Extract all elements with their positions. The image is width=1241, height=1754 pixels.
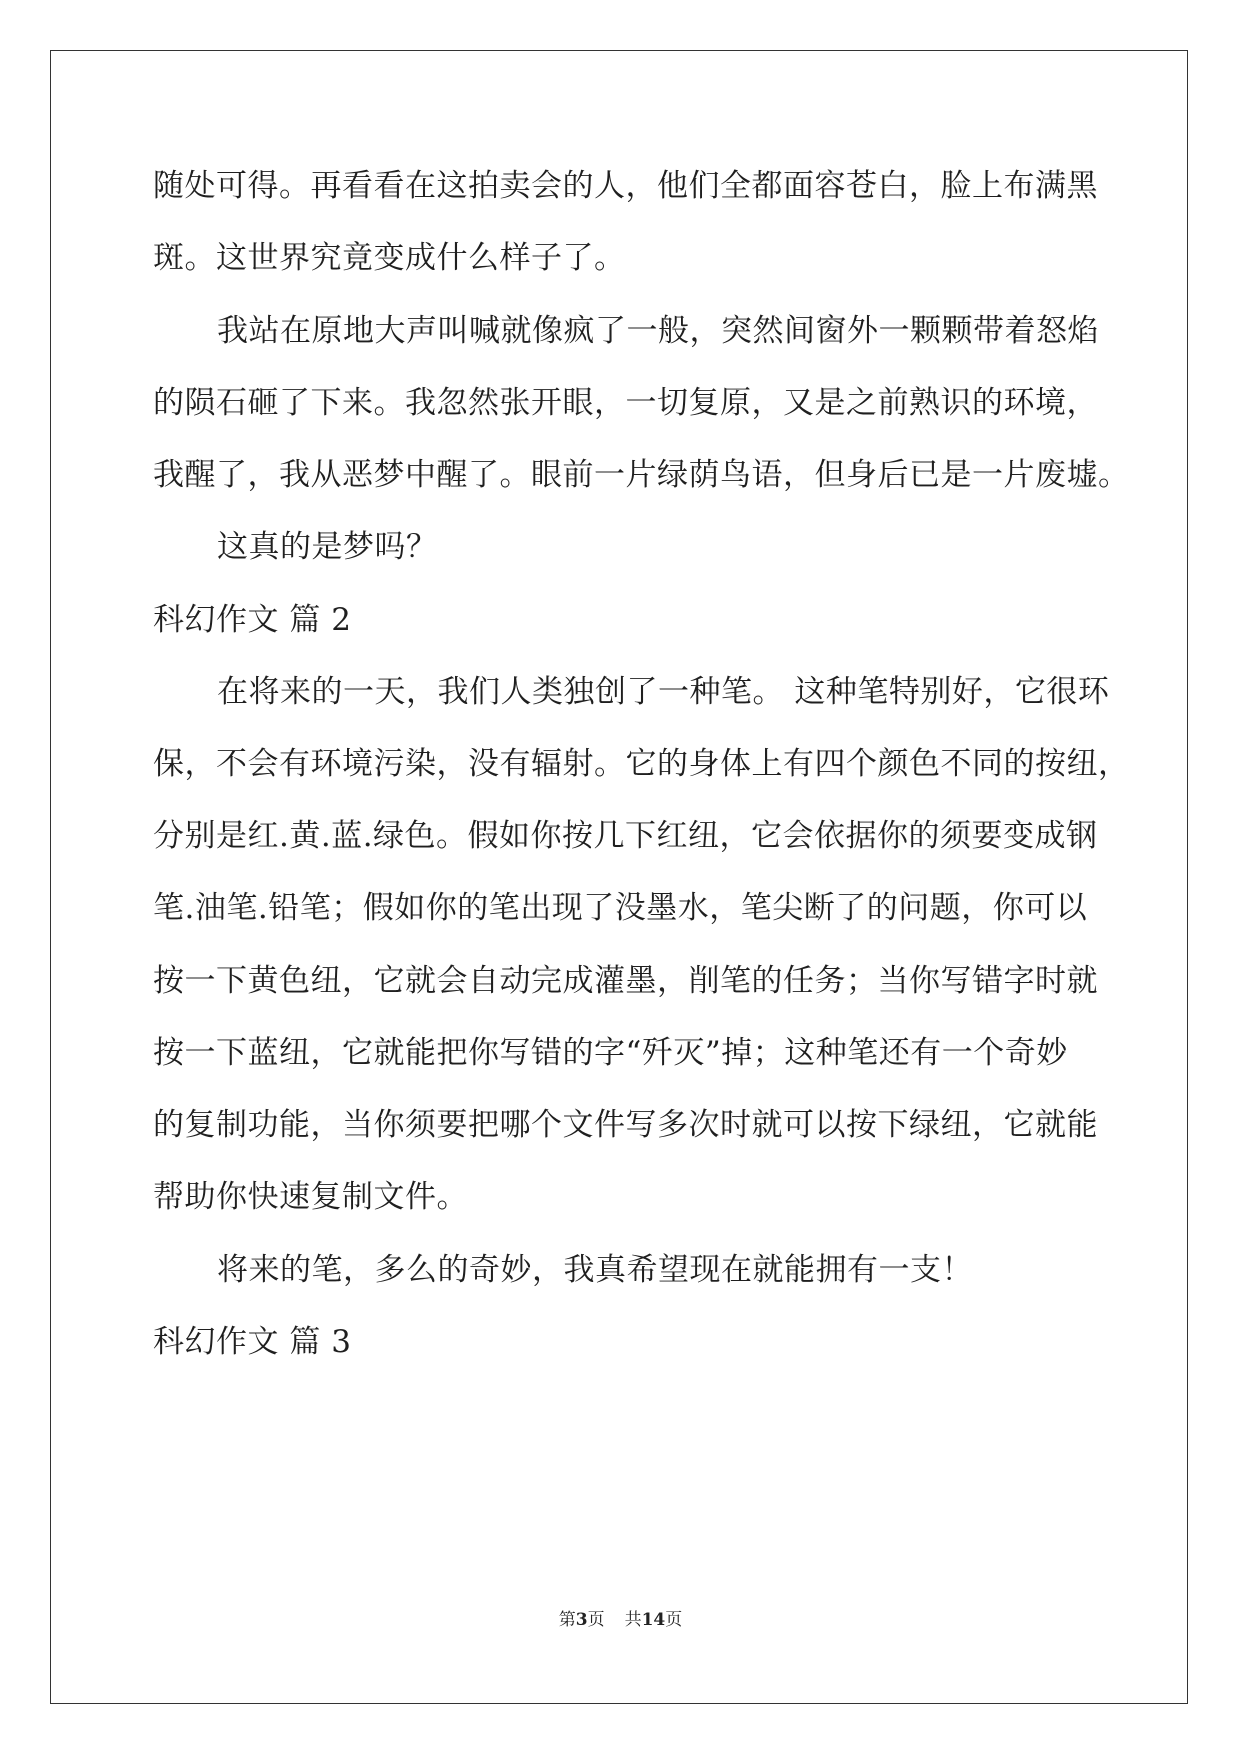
page-border — [50, 50, 1188, 1704]
footer-total-suffix: 页 — [665, 1610, 683, 1630]
footer-page-suffix: 页 — [587, 1610, 605, 1630]
footer-page-prefix: 第 — [558, 1610, 576, 1630]
paragraph-line: 的复制功能，当你须要把哪个文件写多次时就可以按下绿纽，它就能 — [153, 1107, 1098, 1143]
paragraph-line: 随处可得。再看看在这拍卖会的人，他们全都面容苍白，脸上布满黑 — [153, 168, 1098, 204]
paragraph-line: 保，不会有环境污染，没有辐射。它的身体上有四个颜色不同的按纽， — [153, 746, 1130, 782]
paragraph-line: 我站在原地大声叫喊就像疯了一般，突然间窗外一颗颗带着怒焰 — [217, 313, 1099, 349]
paragraph-line: 帮助你快速复制文件。 — [153, 1179, 468, 1215]
paragraph-line: 笔.油笔.铅笔；假如你的笔出现了没墨水，笔尖断了的问题，你可以 — [153, 890, 1088, 926]
footer-page-total: 14 — [641, 1610, 666, 1630]
paragraph-line: 按一下黄色纽，它就会自动完成灌墨，削笔的任务；当你写错字时就 — [153, 963, 1098, 999]
section-heading: 科幻作文 篇 2 — [153, 602, 352, 638]
paragraph-line: 这真的是梦吗？ — [217, 529, 438, 565]
footer-page-current: 3 — [575, 1610, 588, 1630]
section-heading: 科幻作文 篇 3 — [153, 1324, 352, 1360]
paragraph-line: 的陨石砸了下来。我忽然张开眼，一切复原，又是之前熟识的环境， — [153, 385, 1098, 421]
paragraph-line: 按一下蓝纽，它就能把你写错的字“歼灭”掉；这种笔还有一个奇妙 — [153, 1035, 1068, 1071]
paragraph-line: 斑。这世界究竟变成什么样子了。 — [153, 240, 626, 276]
paragraph-line: 我醒了，我从恶梦中醒了。眼前一片绿荫鸟语，但身后已是一片废墟。 — [153, 457, 1130, 493]
paragraph-line: 在将来的一天，我们人类独创了一种笔。 这种笔特别好，它很环 — [217, 674, 1110, 710]
page-footer — [0, 1608, 1241, 1632]
paragraph-line: 分别是红.黄.蓝.绿色。假如你按几下红纽，它会依据你的须要变成钢 — [153, 818, 1098, 854]
footer-total-prefix: 共 — [624, 1610, 642, 1630]
paragraph-line: 将来的笔，多么的奇妙，我真希望现在就能拥有一支！ — [217, 1252, 973, 1288]
